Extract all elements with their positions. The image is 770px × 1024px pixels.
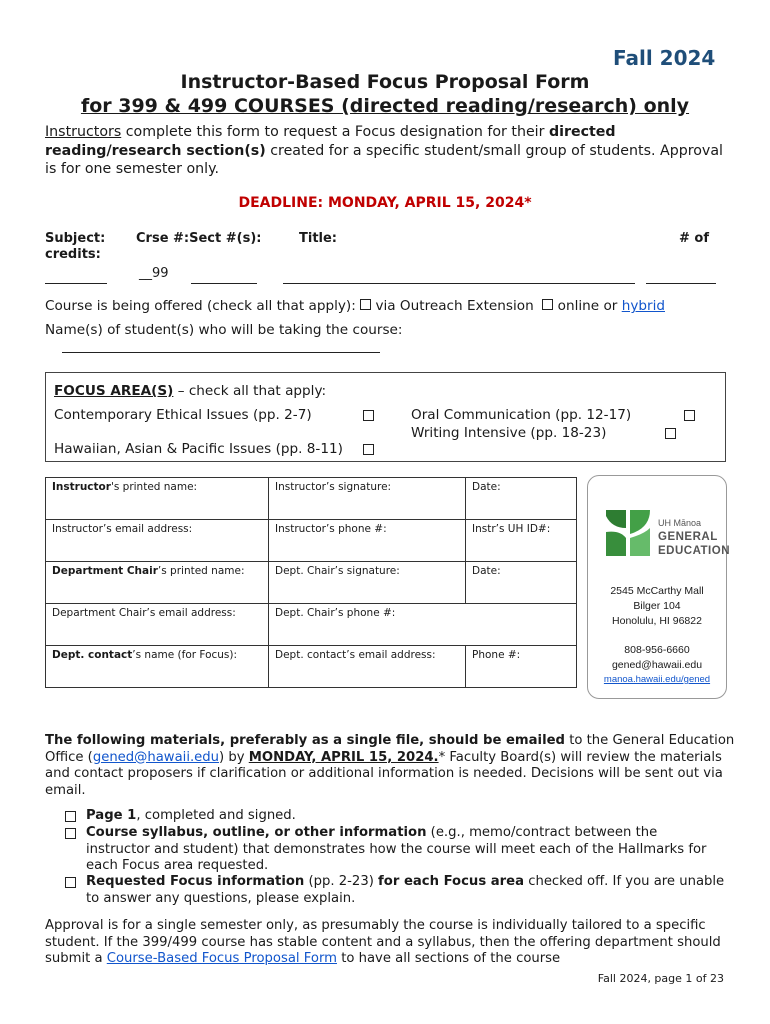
form-title: Instructor-Based Focus Proposal Form	[180, 71, 590, 93]
page-footer: Fall 2024, page 1 of 23	[597, 972, 724, 985]
website-link[interactable]: manoa.hawaii.edu/gened	[603, 674, 711, 685]
contact-phone-cell[interactable]: Phone #:	[466, 646, 577, 688]
table-row	[46, 520, 577, 562]
contact-phone: 808-956-6660	[624, 644, 690, 656]
subject-blank[interactable]	[45, 283, 107, 284]
form-subtitle: for 399 & 499 COURSES (directed reading/research) only	[80, 95, 690, 117]
hap-checkbox[interactable]	[363, 444, 374, 455]
intro-text: complete this form to request a Focus designation for their	[121, 124, 549, 140]
focus-item-oral: Oral Communication (pp. 12-17)	[411, 407, 632, 423]
list-item: Course syllabus, outline, or other information (e.g., memo/contract between the instructor and student) that demonstrates how the course will meet each of the Hallmarks for each Focus area requested.	[65, 825, 725, 875]
list-item: Requested Focus information (pp. 2-23) for each Focus area checked off. If you are unable to answer any questions, please explain.	[65, 874, 725, 907]
students-blank[interactable]	[62, 352, 380, 353]
chair-signature-cell[interactable]: Dept. Chair’s signature:	[269, 562, 466, 604]
materials-paragraph: The following materials, preferably as a single file, should be emailed to the General Education Office (gened@hawaii.edu) by MONDAY, APRIL 15, 2024.* Faculty Board(s) will review the materials and contact proposers if clarification or additional information is needed. Decisions will be sent out via email.	[45, 733, 735, 798]
deadline-notice: DEADLINE: MONDAY, APRIL 15, 2024*	[238, 195, 532, 211]
gen-ed-contact-card	[587, 475, 731, 699]
gened-email-link[interactable]: gened@hawaii.edu	[92, 749, 220, 765]
chair-phone-cell[interactable]: Dept. Chair’s phone #:	[269, 604, 577, 646]
offered-label: Course is being offered (check all that apply):	[45, 298, 361, 314]
course-number-prefix: __99	[139, 266, 169, 281]
offered-row	[45, 298, 665, 314]
credits-blank[interactable]	[646, 283, 716, 284]
online-label: online or	[553, 298, 622, 314]
intro-bold: directed reading/research section(s)	[45, 124, 616, 159]
table-row	[46, 478, 577, 520]
address-street: 2545 McCarthy Mall	[610, 585, 704, 597]
logo-general: GENERAL	[658, 531, 718, 543]
focus-item-ethics: Contemporary Ethical Issues (pp. 2-7)	[54, 407, 312, 423]
contact-email[interactable]: gened@hawaii.edu	[611, 659, 703, 671]
crse-sect-label: Crse #:Sect #(s):	[136, 231, 262, 246]
syllabus-checkbox[interactable]	[65, 828, 76, 839]
logo-education: EDUCATION	[658, 545, 731, 557]
course-based-form-link[interactable]: Course-Based Focus Proposal Form	[106, 951, 337, 966]
contact-email-cell[interactable]: Dept. contact’s email address:	[269, 646, 466, 688]
ethics-checkbox[interactable]	[363, 410, 374, 421]
signature-table	[45, 477, 577, 688]
gen-ed-logo-icon	[604, 508, 652, 558]
table-row	[46, 646, 577, 688]
chair-name-cell[interactable]: Department Chair’s printed name:	[46, 562, 269, 604]
title-blank[interactable]	[283, 283, 635, 284]
instructor-date-cell[interactable]: Date:	[466, 478, 577, 520]
focus-heading	[54, 383, 326, 399]
focus-info-checkbox[interactable]	[65, 877, 76, 888]
num-credits-label: # of	[679, 231, 710, 246]
focus-area-box	[45, 372, 726, 462]
intro-text-end: created for a specific student/small group of students. Approval is for one semester only.	[45, 142, 723, 177]
instructor-email-cell[interactable]: Instructor’s email address:	[46, 520, 269, 562]
semester-label: Fall 2024	[613, 46, 716, 70]
instructor-phone-cell[interactable]: Instructor’s phone #:	[269, 520, 466, 562]
focus-heading-suffix: – check all that apply:	[173, 383, 327, 399]
instructor-id-cell[interactable]: Instr’s UH ID#:	[466, 520, 577, 562]
students-label: Name(s) of student(s) who will be taking the course:	[45, 322, 403, 338]
chair-date-cell[interactable]: Date:	[466, 562, 577, 604]
page1-checkbox[interactable]	[65, 811, 76, 822]
focus-item-hap: Hawaiian, Asian & Pacific Issues (pp. 8-11)	[54, 441, 343, 457]
outreach-checkbox[interactable]	[360, 299, 371, 310]
instructor-signature-cell[interactable]: Instructor’s signature:	[269, 478, 466, 520]
intro-paragraph	[45, 123, 735, 179]
table-row	[46, 562, 577, 604]
address-city: Honolulu, HI 96822	[612, 615, 702, 627]
section-blank[interactable]	[191, 283, 257, 284]
address-building: Bilger 104	[633, 600, 681, 612]
subject-label: Subject: credits:	[45, 231, 106, 262]
focus-item-writing: Writing Intensive (pp. 18-23)	[411, 425, 607, 441]
logo-uh-manoa: UH Mānoa	[658, 518, 702, 528]
intro-instructors: Instructors	[45, 124, 122, 140]
contact-name-cell[interactable]: Dept. contact’s name (for Focus):	[46, 646, 269, 688]
hybrid-link[interactable]: hybrid	[621, 298, 665, 314]
oral-checkbox[interactable]	[684, 410, 695, 421]
credits-label: credits:	[45, 247, 101, 262]
list-item: Page 1, completed and signed.	[65, 808, 725, 825]
table-row	[46, 604, 577, 646]
title-label: Title:	[299, 231, 338, 246]
approval-paragraph: Approval is for a single semester only, as presumably the course is individually tailored to a specific student. If the 399/499 course has stable content and a syllabus, then the offering department should submit a Course-Based Focus Proposal Form to have all sections of the course	[45, 918, 721, 966]
online-checkbox[interactable]	[542, 299, 553, 310]
writing-checkbox[interactable]	[665, 428, 676, 439]
instructor-name-cell[interactable]: Instructor's printed name:	[46, 478, 269, 520]
outreach-label: via Outreach Extension	[371, 298, 534, 314]
focus-heading-bold: FOCUS AREA(S)	[54, 383, 174, 399]
chair-email-cell[interactable]: Department Chair’s email address:	[46, 604, 269, 646]
